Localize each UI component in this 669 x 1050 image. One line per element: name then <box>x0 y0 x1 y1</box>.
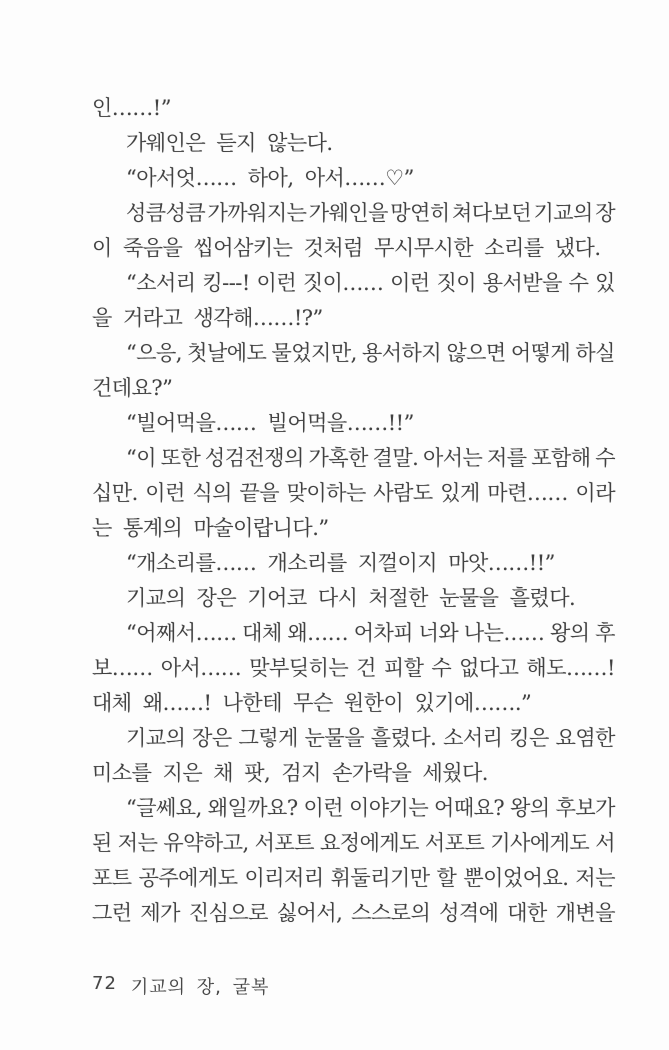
text-line: 기교의 장은 기어코 다시 처절한 눈물을 흘렸다. <box>126 586 576 610</box>
text-line: 미소를 지은 채 팟, 검지 손가락을 세웠다. <box>92 761 488 785</box>
page-footer <box>92 973 269 999</box>
text-line: 기교의 장은 그렇게 눈물을 흘렸다. 소서리 킹은 요염한 <box>126 726 615 750</box>
text-line: 는 통계의 마술이랍니다.” <box>92 516 329 540</box>
page-number: 72 <box>92 973 117 994</box>
text-line: 인……!” <box>92 96 171 120</box>
text-line: “이 또한 성검전쟁의 가혹한 결말. 아서는 저를 포함해 수 <box>126 446 615 470</box>
chapter-title: 기교의 장, 굴복 <box>130 977 270 998</box>
text-line: 보…… 아서…… 맞부딪히는 건 피할 수 없다고 해도……! <box>92 656 615 680</box>
text-line: “개소리를…… 개소리를 지껄이지 마앗……!!” <box>126 551 555 575</box>
text-line: 이 죽음을 씹어삼키는 것처럼 무시무시한 소리를 냈다. <box>92 236 601 260</box>
text-line: 포트 공주에게도 이리저리 휘둘리기만 할 뿐이었어요. 저는 <box>92 866 615 890</box>
text-line: 그런 제가 진심으로 싫어서, 스스로의 성격에 대한 개변을 <box>92 901 615 925</box>
text-line: “어째서…… 대체 왜…… 어차피 너와 나는…… 왕의 후 <box>126 621 615 645</box>
text-line: 대체 왜……! 나한테 무슨 원한이 있기에…….” <box>92 691 532 715</box>
text-line: “소서리 킹---! 이런 짓이…… 이런 짓이 용서받을 수 있 <box>126 271 615 295</box>
text-line: 십만. 이런 식의 끝을 맞이하는 사람도 있게 마련…… 이라 <box>92 481 615 505</box>
text-line: “으응, 첫날에도 물었지만, 용서하지 않으면 어떻게 하실 <box>126 341 615 365</box>
text-line: “아서엇…… 하아, 아서……♡” <box>126 166 414 190</box>
text-line: 된 저는 유약하고, 서포트 요정에게도 서포트 기사에게도 서 <box>92 831 615 855</box>
body-text <box>92 91 615 931</box>
text-line: 가웨인은 듣지 않는다. <box>126 131 333 155</box>
text-line: “빌어먹을…… 빌어먹을……!!” <box>126 411 414 435</box>
text-line: 성큼성큼 가까워지는 가웨인을 망연히 쳐다보던 기교의 장 <box>126 201 615 225</box>
text-line: 건데요?” <box>92 376 173 400</box>
text-line: 을 거라고 생각해……!?” <box>92 306 323 330</box>
text-line: “글쎄요, 왜일까요? 이런 이야기는 어때요? 왕의 후보가 <box>126 796 615 820</box>
